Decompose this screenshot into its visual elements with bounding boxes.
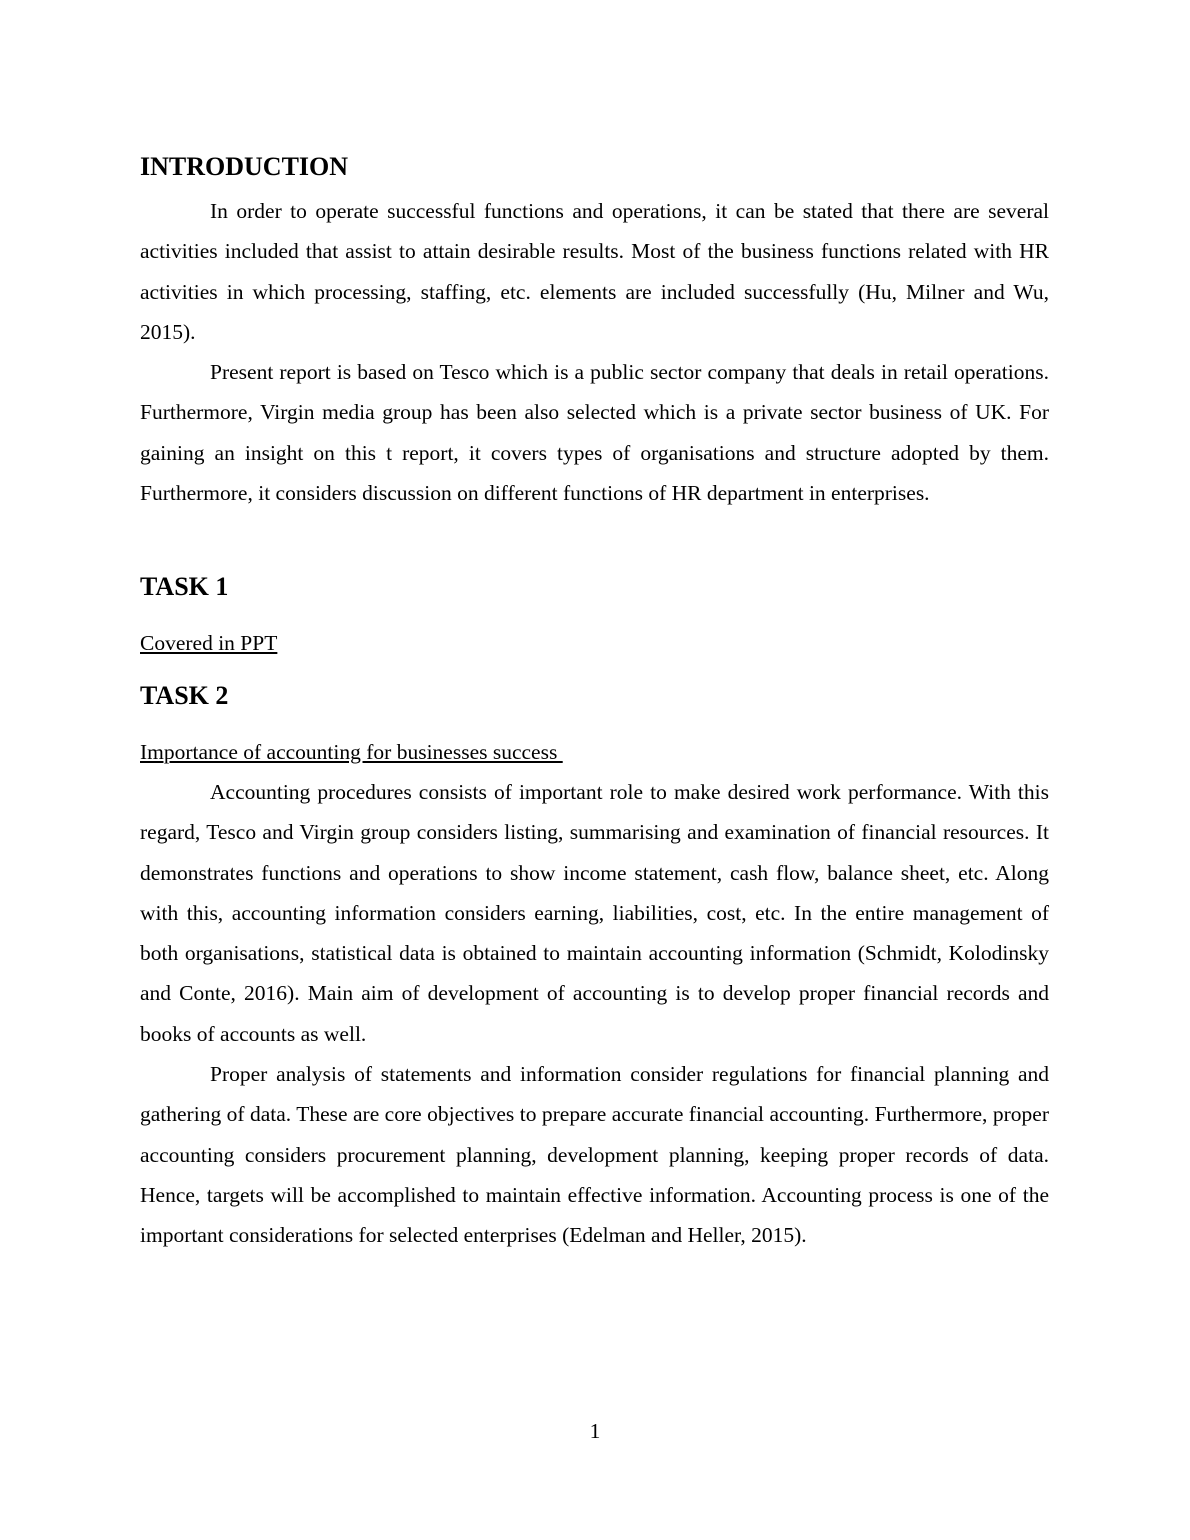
task2-paragraph-2: Proper analysis of statements and information consider regulations for financial planning and gathering of data. These are core objectives to prepare accurate financial accounting. Furthermore, proper accounting considers procurement planning, development planning, keeping proper records of data. Hence, targets will be accomplished to maintain effective information. Accounting process is one of the important considerations for selected enterprises (Edelman and Heller, 2015). xyxy=(140,1062,1049,1248)
task2-paragraph-1: Accounting procedures consists of important role to make desired work performance. With this regard, Tesco and Virgin group considers listing, summarising and examination of financial resources. It demonstrates functions and operations to show income statement, cash flow, balance sheet, etc. Along with this, accounting information considers earning, liabilities, cost, etc. In the entire management of both organisations, statistical data is obtained to maintain accounting information (Schmidt, Kolodinsky and Conte, 2016). Main aim of development of accounting is to develop proper financial records and books of accounts as well. xyxy=(140,780,1049,1046)
task2-heading: TASK 2 xyxy=(140,681,229,710)
task2-subheading: Importance of accounting for businesses success xyxy=(140,740,563,764)
introduction-heading: INTRODUCTION xyxy=(140,152,349,181)
task1-subheading: Covered in PPT xyxy=(140,631,278,655)
intro-paragraph-2: Present report is based on Tesco which is a public sector company that deals in retail operations. Furthermore, Virgin media group has been also selected which is a private sector business of UK. For gaining an insight on this t report, it covers types of organisations and structure adopted by them. Furthermore, it considers discussion on different functions of HR department in enterprises. xyxy=(140,360,1049,505)
page-number: 1 xyxy=(589,1419,601,1443)
intro-paragraph-1: In order to operate successful functions and operations, it can be stated that there are several activities included that assist to attain desirable results. Most of the business functions related with HR activities in which processing, staffing, etc. elements are included successfully (Hu, Milner and Wu, 2015). xyxy=(140,199,1049,344)
task1-heading: TASK 1 xyxy=(140,572,229,601)
